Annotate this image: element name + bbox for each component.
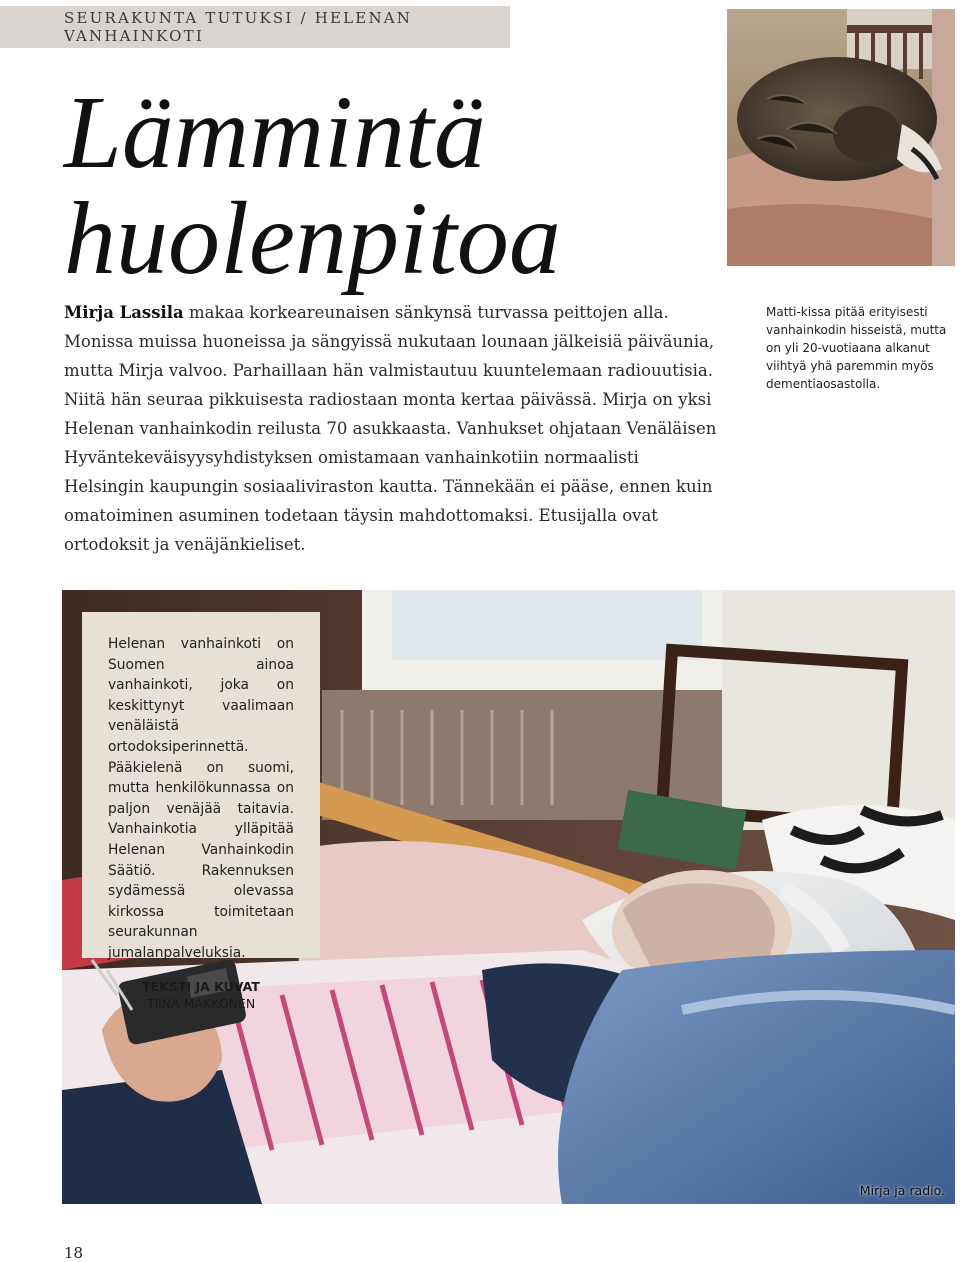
info-box (82, 612, 320, 1011)
page-number: 18 (64, 1244, 84, 1262)
cat-photo-illustration (727, 9, 955, 266)
lead-body: makaa korkeareunaisen sänkynsä turvassa peittojen alla. Monissa muissa huoneissa ja sängyissä nukutaan lounaan jälkeisiä päiväunia, mutta Mirja valvoo. Parhaillaan hän valmistautuu kuuntelemaan radiouutisia. Niitä hän seuraa pikkuisesta radiostaan monta kertaa päivässä. Mirja on yksi Helenan vanhainkodin reilusta 70 asukkaasta. Vanhukset ohjataan Venäläisen Hyväntekeväisyysyhdistyksen omistamaan vanhainkotiin normaalisti Helsingin kaupungin sosiaaliviraston kautta. Tännekään ei pääse, ennen kuin omatoiminen asuminen todetaan täysin mahdottomaksi. Etusijalla ovat ortodoksit ja venäjänkieliset. (64, 303, 717, 554)
credit-label: TEKSTI JA KUVAT (142, 978, 260, 994)
section-header: SEURAKUNTA TUTUKSI / HELENAN VANHAINKOTI (64, 9, 413, 45)
title-line-2: huolenpitoa (64, 181, 561, 296)
article-title (64, 75, 561, 296)
lead-paragraph (64, 298, 724, 559)
credits (108, 978, 294, 1012)
cat-photo (727, 9, 955, 266)
credit-name: TIINA MAKKONEN (146, 995, 256, 1011)
section-header-bar (0, 6, 510, 48)
title-line-1: Lämmintä (64, 75, 486, 190)
info-box-text: Helenan vanhainkoti on Suomen ainoa vanhainkoti, joka on keskittynyt vaalimaan venäläistä ortodoksiperinnettä. Pääkielenä on suomi, mutta henkilökunnassa on paljon venäjää taitavia. Vanhainkotia ylläpitää Helenan Vanhainkodin Säätiö. Rakennuksen sydämessä olevassa kirkossa toimitetaan seurakunnan jumalanpalveluksia. (108, 636, 294, 961)
main-photo-caption: Mirja ja radio. (859, 1183, 945, 1198)
lead-name: Mirja Lassila (64, 303, 184, 322)
cat-photo-caption: Matti-kissa pitää erityisesti vanhainkodin hisseistä, mutta on yli 20-vuotiaana alkanut viihtyä yhä paremmin myös dementiaosastolla. (766, 305, 947, 391)
